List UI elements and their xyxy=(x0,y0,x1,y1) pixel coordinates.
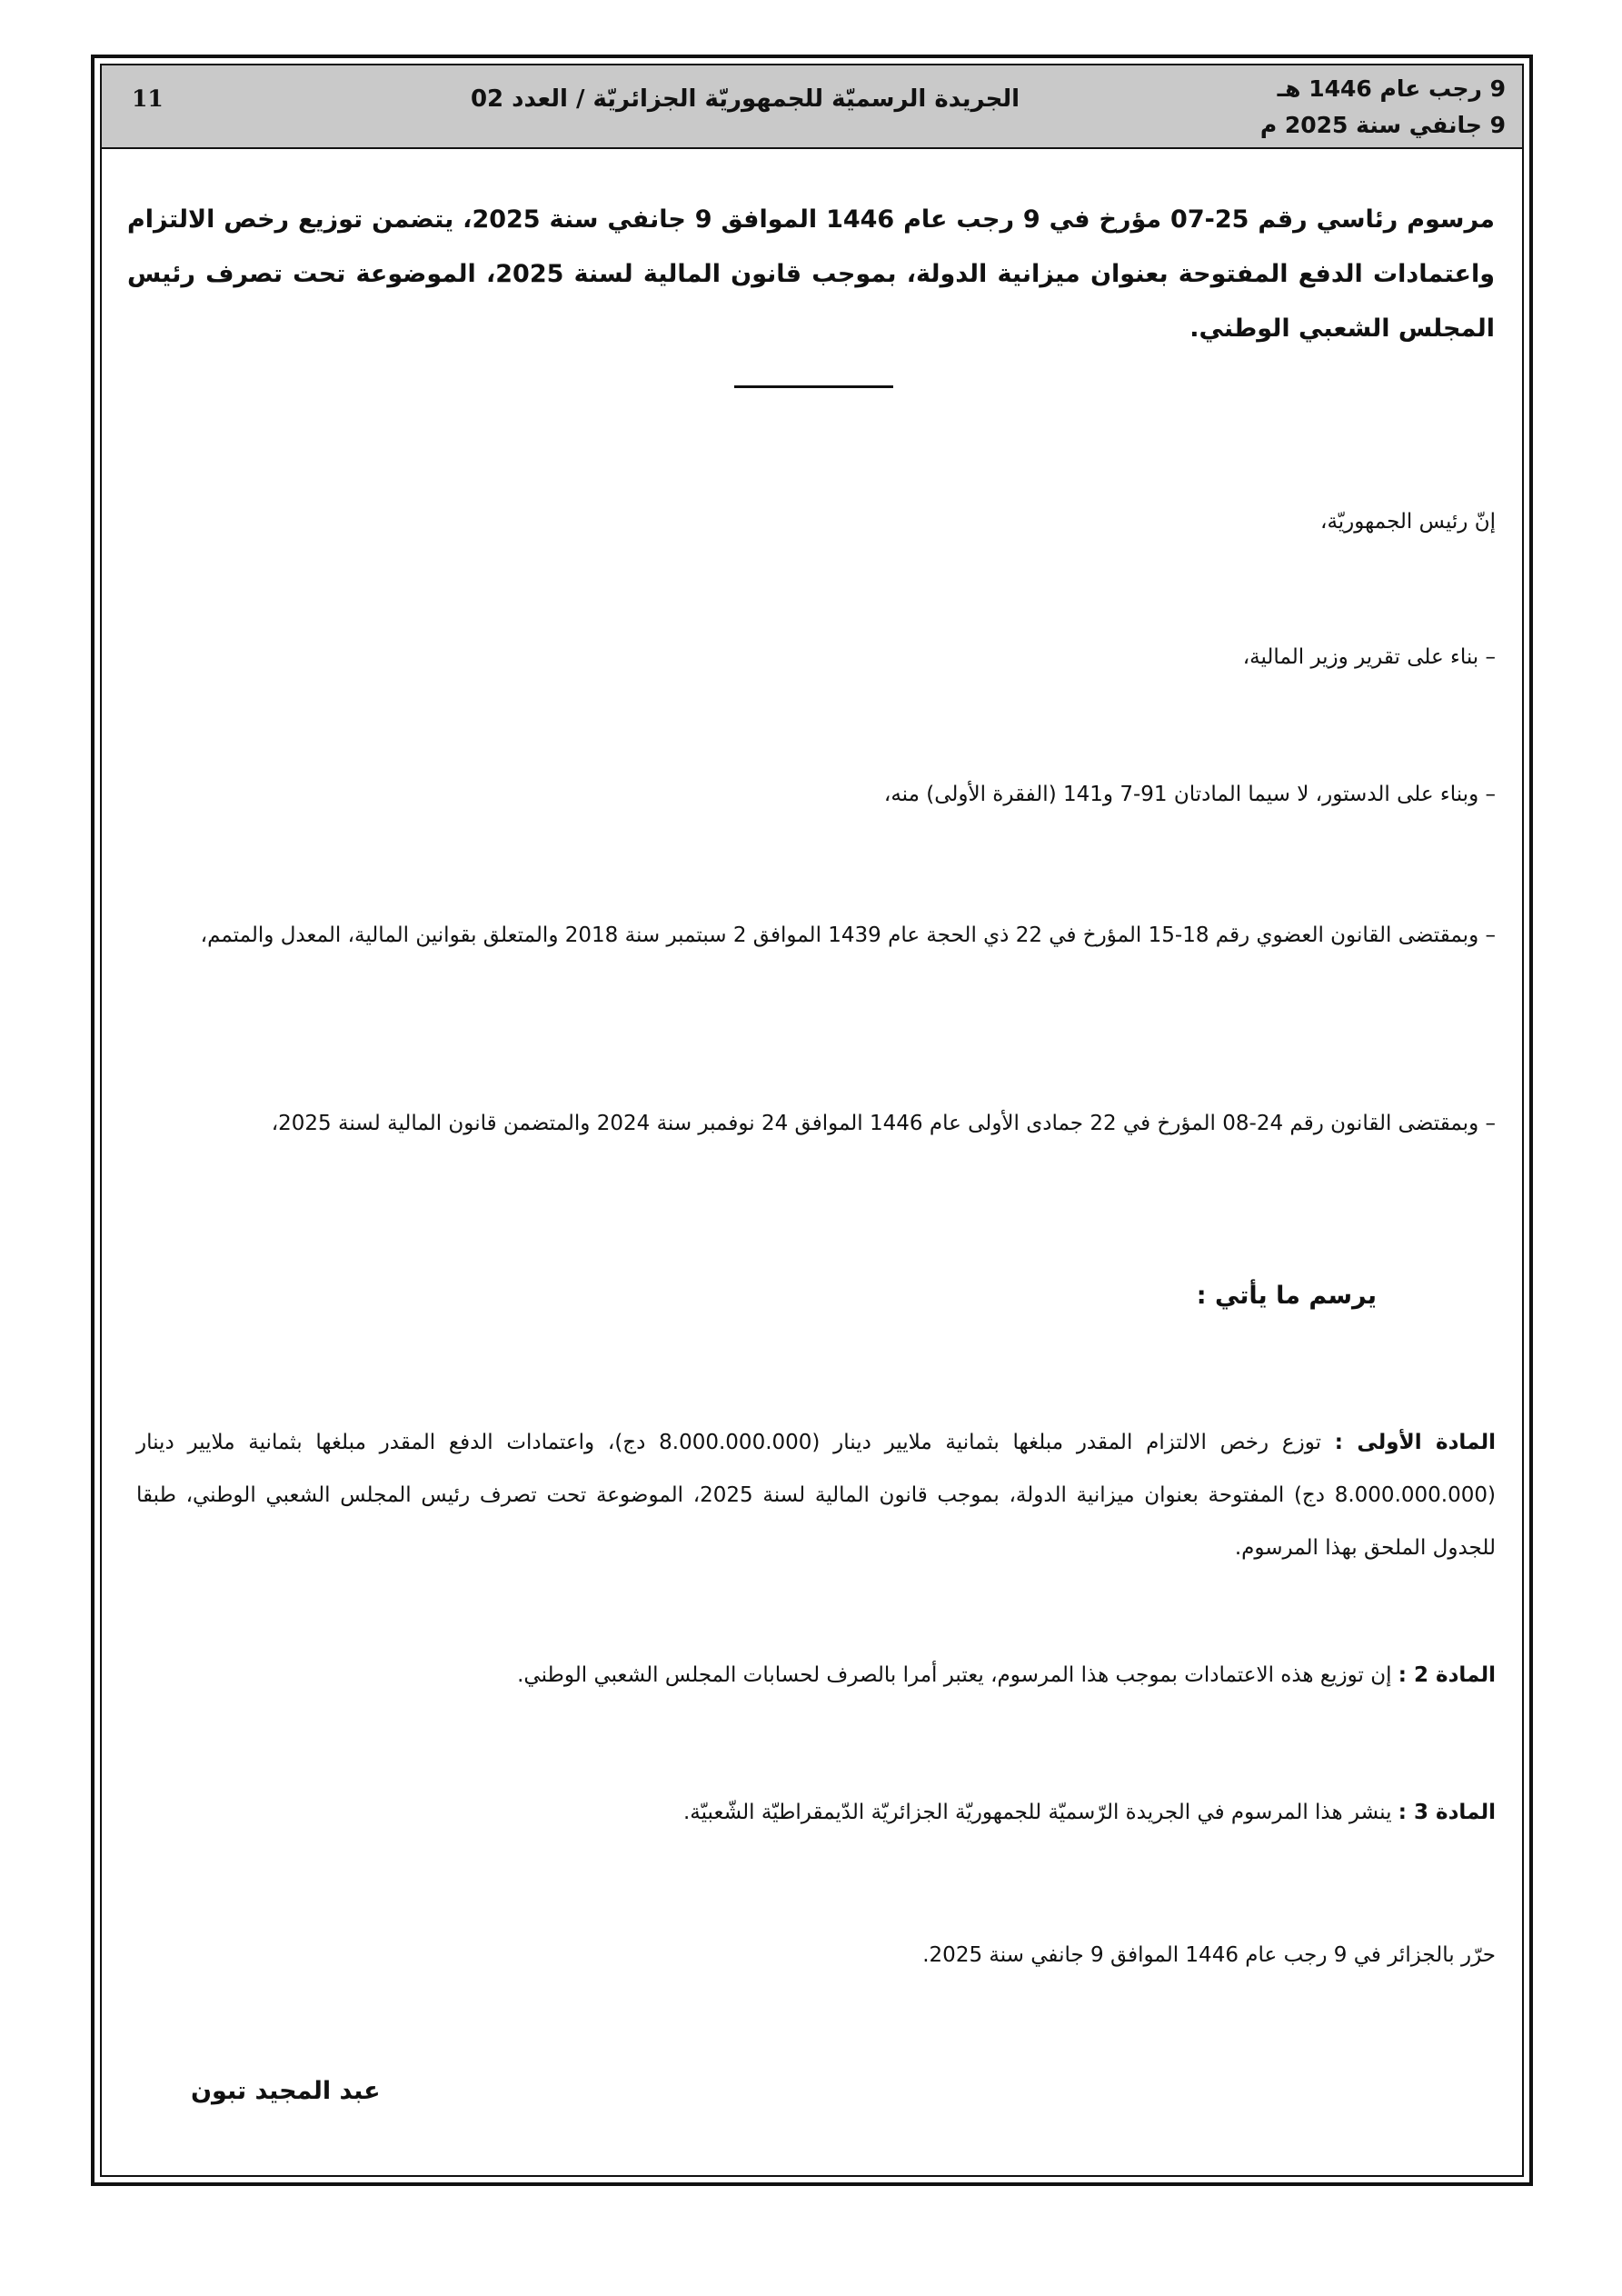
preamble-opening: إنّ رئيس الجمهوريّة، xyxy=(1320,510,1496,534)
article-2-text: إن توزيع هذه الاعتمادات بموجب هذا المرسوم، يعتبر أمرا بالصرف لحسابات المجلس الشعبي الوطني. xyxy=(517,1663,1398,1687)
gazette-title: الجريدة الرسميّة للجمهوريّة الجزائريّة / العدد 02 xyxy=(470,85,1020,113)
done-at: حرّر بالجزائر في 9 رجب عام 1446 الموافق 9 جانفي سنة 2025. xyxy=(922,1943,1496,1967)
signatory: عبد المجيد تبون xyxy=(191,2077,381,2105)
page-number: 11 xyxy=(132,85,164,112)
article-3-label: المادة 3 : xyxy=(1398,1801,1496,1824)
recital-1: – بناء على تقرير وزير المالية، xyxy=(1242,645,1496,669)
article-3 xyxy=(136,1786,1496,1839)
decree-title: مرسوم رئاسي رقم 25-07 مؤرخ في 9 رجب عام 1446 الموافق 9 جانفي سنة 2025، يتضمن توزيع رخص الالتزام واعتمادات الدفع المفتوحة بعنوان ميزانية الدولة، بموجب قانون المالية لسنة 2025، الموضوعة تحت تصرف رئيس المجلس الشعبي الوطني. xyxy=(127,205,1495,343)
article-1 xyxy=(136,1416,1496,1574)
article-2-label: المادة 2 : xyxy=(1398,1663,1496,1687)
recital-2: – وبناء على الدستور، لا سيما المادتان 91-7 و141 (الفقرة الأولى) منه، xyxy=(883,783,1496,806)
recital-3: – وبمقتضى القانون العضوي رقم 18-15 المؤرخ في 22 ذي الحجة عام 1439 الموافق 2 سبتمبر سنة 2018 والمتعلق بقوانين المالية، المعدل والمتمم، xyxy=(200,923,1496,947)
recital-4: – وبمقتضى القانون رقم 24-08 المؤرخ في 22 جمادى الأولى عام 1446 الموافق 24 نوفمبر سنة 2024 والمتضمن قانون المالية لسنة 2025، xyxy=(271,1112,1496,1135)
issue-date xyxy=(1260,71,1506,144)
issue-date-gregorian: 9 جانفي سنة 2025 م xyxy=(1259,112,1506,138)
article-2 xyxy=(136,1649,1496,1702)
article-3-text: ينشر هذا المرسوم في الجريدة الرّسميّة للجمهوريّة الجزائريّة الدّيمقراطيّة الشّعبيّة. xyxy=(682,1801,1398,1824)
title-divider xyxy=(734,385,893,388)
article-1-text: توزع رخص الالتزام المقدر مبلغها بثمانية ملايير دينار (8.000.000.000 دج)، واعتمادات الدفع المقدر مبلغها بثمانية ملايير دينار (8.000.000.000 دج) المفتوحة بعنوان ميزانية الدولة، بموجب قانون المالية لسنة 2025، الموضوعة تحت تصرف رئيس المجلس الشعبي الوطني، طبقا للجدول الملحق بهذا المرسوم. xyxy=(136,1431,1496,1560)
issue-date-hijri: 9 رجب عام 1446 هـ xyxy=(1277,75,1506,102)
decrees-heading: يرسم ما يأتي : xyxy=(1196,1282,1377,1310)
article-1-label: المادة الأولى : xyxy=(1334,1431,1496,1454)
